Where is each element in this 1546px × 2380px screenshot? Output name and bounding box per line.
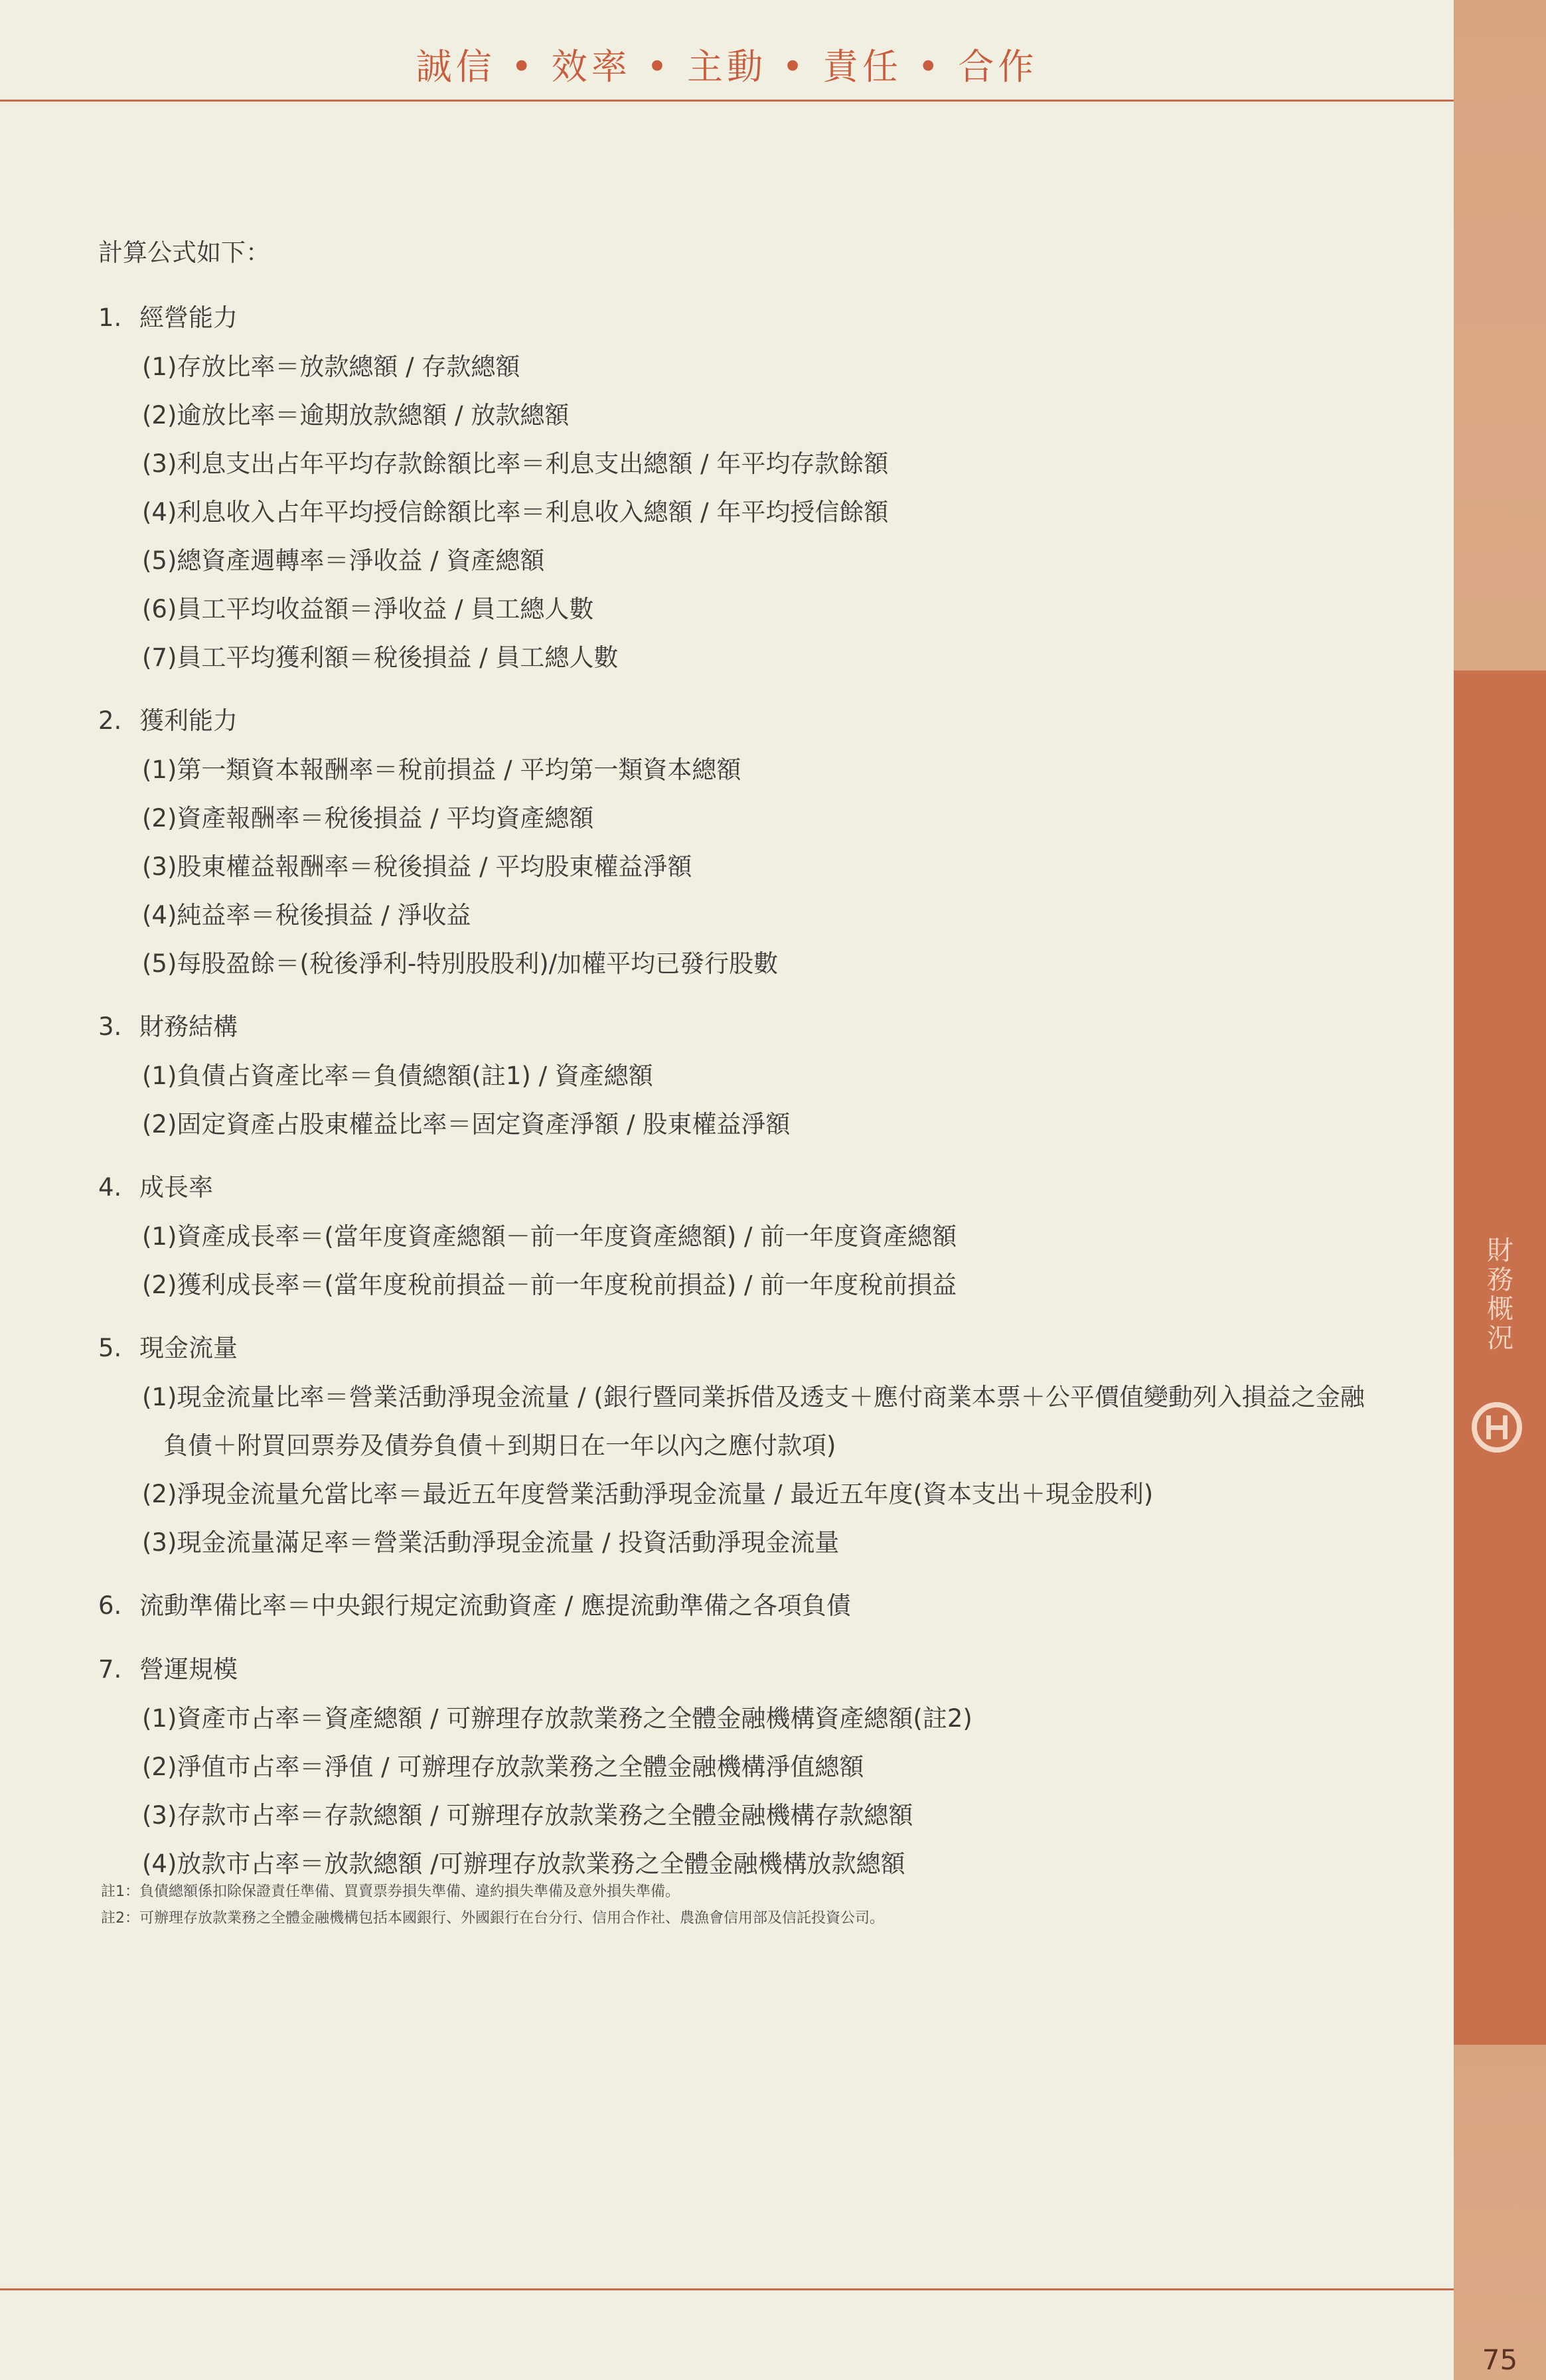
formula-item: (1)資產市占率＝資產總額 / 可辦理存放款業務之全體金融機構資產總額(註2) [142,1704,972,1733]
formula-item: (1)存放比率＝放款總額 / 存款總額 [142,353,520,381]
formula-item: (3)股東權益報酬率＝稅後損益 / 平均股東權益淨額 [142,852,692,881]
section-financial-structure [98,1002,1393,1149]
formula-item: (4)放款市占率＝放款總額 /可辦理存放款業務之全體金融機構放款總額 [142,1850,905,1878]
section-title: 財務結構 [139,1012,238,1041]
section-profitability [98,696,1393,988]
section-number: 6. [98,1591,122,1620]
header-motto: 誠信 • 效率 • 主動 • 責任 • 合作 [416,46,1038,88]
header-rule [0,100,1454,102]
bank-logo-icon [1470,1401,1523,1454]
footnote-2: 註2：可辦理存放款業務之全體金融機構包括本國銀行、外國銀行在台分行、信用合作社、農漁會信用部及信託投資公司。 [101,1910,885,1927]
formula-item: (1)負債占資產比率＝負債總額(註1) / 資產總額 [142,1062,653,1090]
formula-item: (4)純益率＝稅後損益 / 淨收益 [142,901,471,929]
section-title: 獲利能力 [139,706,238,735]
section-title: 現金流量 [139,1334,238,1362]
footnotes [101,1879,884,1932]
section-number: 2. [98,706,122,735]
section-growth-rate [98,1163,1393,1309]
section-title: 流動準備比率＝中央銀行規定流動資產 / 應提流動準備之各項負債 [139,1591,851,1620]
formula-item: (5)總資產週轉率＝淨收益 / 資產總額 [142,546,545,575]
formula-item: (3)存款市占率＝存款總額 / 可辦理存放款業務之全體金融機構存款總額 [142,1801,913,1830]
formula-item: (2)資產報酬率＝稅後損益 / 平均資產總額 [142,804,594,833]
page-number: 75 [1482,2343,1518,2376]
formula-list [98,293,1393,1903]
section-title: 經營能力 [139,303,238,332]
section-number: 1. [98,303,122,332]
formula-item: (4)利息收入占年平均授信餘額比率＝利息收入總額 / 年平均授信餘額 [142,498,889,526]
formula-item: (3)現金流量滿足率＝營業活動淨現金流量 / 投資活動淨現金流量 [142,1528,840,1557]
formula-item: (2)淨現金流量允當比率＝最近五年度營業活動淨現金流量 / 最近五年度(資本支出＋現金股利) [142,1480,1154,1508]
section-title: 營運規模 [139,1655,238,1684]
formula-item: (6)員工平均收益額＝淨收益 / 員工總人數 [142,595,594,623]
formula-item: (7)員工平均獲利額＝稅後損益 / 員工總人數 [142,643,619,672]
formula-item: (1)第一類資本報酬率＝稅前損益 / 平均第一類資本總額 [142,755,741,784]
formula-item: (2)獲利成長率＝(當年度稅前損益－前一年度稅前損益) / 前一年度稅前損益 [142,1271,957,1299]
footer-rule [0,2288,1454,2290]
intro-text: 計算公式如下： [98,238,270,267]
section-number: 5. [98,1334,122,1362]
formula-item: (2)固定資產占股東權益比率＝固定資產淨額 / 股東權益淨額 [142,1110,791,1139]
side-tab-label: 財 務 概 況 [1487,1235,1513,1354]
formula-item: (2)逾放比率＝逾期放款總額 / 放款總額 [142,401,570,430]
formula-item [98,1373,1393,1470]
formula-item: (3)利息支出占年平均存款餘額比率＝利息支出總額 / 年平均存款餘額 [142,449,889,478]
section-cash-flow [98,1324,1393,1567]
formula-item-line: (1)現金流量比率＝營業活動淨現金流量 / (銀行暨同業拆借及透支＋應付商業本票＋公平價值變動列入損益之金融 [142,1383,1365,1411]
formula-item: (1)資產成長率＝(當年度資產總額－前一年度資產總額) / 前一年度資產總額 [142,1222,957,1251]
formula-item-continuation: 負債＋附買回票券及債券負債＋到期日在一年以內之應付款項) [163,1431,836,1460]
formula-item: (2)淨值市占率＝淨值 / 可辦理存放款業務之全體金融機構淨值總額 [142,1753,864,1781]
section-operating-scale [98,1645,1393,1888]
formula-item: (5)每股盈餘＝(稅後淨利-特別股股利)/加權平均已發行股數 [142,949,779,978]
section-number: 3. [98,1012,122,1041]
footnote-1: 註1：負債總額係扣除保證責任準備、買賣票券損失準備、違約損失準備及意外損失準備。 [101,1883,680,1900]
section-number: 4. [98,1173,122,1202]
section-number: 7. [98,1655,122,1684]
side-tab-strip [1454,0,1546,2380]
section-liquidity-reserve [98,1581,1393,1630]
section-operating-ability [98,293,1393,682]
section-title: 成長率 [139,1173,213,1202]
